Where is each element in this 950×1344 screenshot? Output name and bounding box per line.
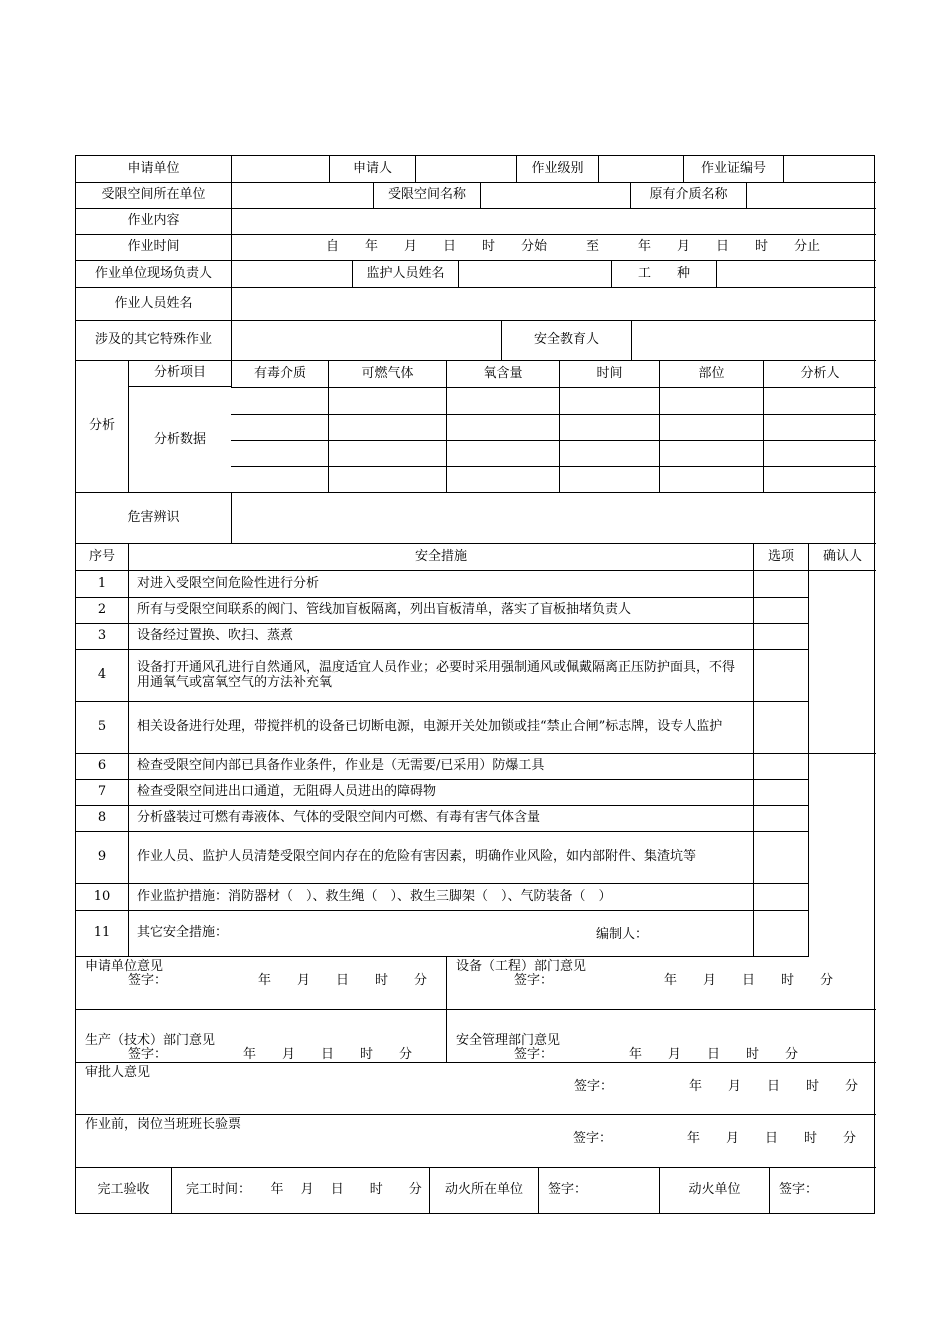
applicant-value[interactable] (415, 156, 516, 182)
work-level-label: 作业级别 (516, 156, 598, 182)
measure-text: 检查受限空间内部已具备作业条件，作业是（无需要/已采用）防爆工具 (128, 754, 753, 779)
sign-label: 签字： (128, 973, 168, 988)
hot-work-unit-label: 动火单位 (659, 1168, 769, 1213)
row-content (76, 209, 876, 235)
option-label: 选项 (753, 544, 808, 570)
measure-text: 相关设备进行处理，带搅拌机的设备已切断电源，电源开关处加锁或挂“禁止合闸”标志牌，设专人监护 (128, 702, 753, 753)
measures-title: 安全措施 (128, 544, 753, 570)
measure-text: 对进入受限空间危险性进行分析 (128, 571, 753, 597)
measure-row (76, 598, 808, 624)
analysis-grid-line (763, 387, 764, 493)
sign-date: 年 月 日 时 分 (687, 1131, 857, 1146)
sign-date: 年 月 日 时 分 (689, 1079, 859, 1094)
measure-option[interactable] (753, 780, 808, 805)
analysis-data-label: 分析数据 (128, 387, 231, 493)
measure-option[interactable] (753, 650, 808, 701)
workers-label: 作业人员姓名 (114, 295, 193, 311)
sign-date: 年 月 日 时 分 (258, 973, 428, 988)
measure-option[interactable] (753, 598, 808, 623)
applicant-opinion-label: 申请单位意见 (85, 959, 164, 974)
production-opinion-cell[interactable] (76, 1010, 446, 1062)
space-unit-value[interactable] (231, 183, 373, 208)
col-combustible-gas: 可燃气体 (328, 361, 446, 387)
medium-name-value[interactable] (746, 183, 876, 208)
sign-label: 签字： (573, 1131, 613, 1146)
measure-no: 11 (93, 925, 111, 941)
row-hazard (76, 493, 876, 544)
measure-text: 作业人员、监护人员清楚受限空间内存在的危险有害因素，明确作业风险，如内部附件、集渣坑等 (128, 832, 753, 883)
equipment-opinion-cell[interactable] (446, 957, 876, 1009)
site-leader-label: 作业单位现场负责人 (94, 265, 212, 281)
analysis-block (76, 361, 876, 493)
hazard-value[interactable] (231, 493, 876, 543)
content-label: 作业内容 (127, 213, 180, 229)
measures-block (76, 571, 876, 957)
completion-row (76, 1168, 876, 1213)
fire-unit-sign[interactable]: 签字： (538, 1168, 659, 1213)
row-applicant (76, 156, 876, 183)
row-workers (76, 288, 876, 321)
measure-no: 7 (97, 784, 107, 800)
measure-no: 9 (97, 849, 107, 865)
measure-text: 设备经过置换、吹扫、蒸煮 (128, 624, 753, 649)
job-type-value[interactable] (716, 261, 876, 287)
measure-row (76, 806, 808, 832)
no-label: 序号 (88, 548, 115, 564)
measure-option[interactable] (753, 624, 808, 649)
measure-no: 10 (93, 888, 111, 904)
col-location: 部位 (659, 361, 763, 387)
measure-text: 检查受限空间进出口通道，无阻碍人员进出的障碍物 (128, 780, 753, 805)
measure-row (76, 624, 808, 650)
safety-educator-value[interactable] (631, 321, 876, 360)
measure-row (76, 650, 808, 702)
other-special-value[interactable] (231, 321, 501, 360)
measure-text: 所有与受限空间联系的阀门、管线加盲板隔离，列出盲板清单，落实了盲板抽堵负责人 (128, 598, 753, 623)
analysis-grid-line (328, 387, 329, 493)
measure-option[interactable] (753, 832, 808, 883)
measure-row (76, 884, 808, 911)
compiler-label: 编制人： (596, 927, 649, 942)
measure-no: 1 (97, 575, 107, 591)
applicant-unit-label: 申请单位 (127, 160, 180, 176)
sign-label: 签字： (128, 1047, 168, 1062)
measure-no: 6 (97, 758, 107, 774)
safety-opinion-label: 安全管理部门意见 (456, 1033, 561, 1048)
measure-no: 3 (97, 628, 107, 644)
sign-date: 年 月 日 时 分 (664, 973, 834, 988)
confirm-cell[interactable] (808, 754, 876, 957)
measure-text: 分析盛装过可燃有毒液体、气体的受限空间内可燃、有毒有害气体含量 (128, 806, 753, 831)
measure-row (76, 911, 808, 957)
col-analyst: 分析人 (763, 361, 876, 387)
measure-row (76, 832, 808, 884)
analysis-grid-line (659, 387, 660, 493)
measure-row (76, 780, 808, 806)
shift-leader-row[interactable] (76, 1115, 876, 1168)
time-value[interactable]: 自 年 月 日 时 分始 至 年 月 日 时 分止 (231, 235, 876, 260)
analysis-item-label: 分析项目 (128, 361, 231, 387)
measure-row (76, 702, 808, 754)
applicant-label: 申请人 (329, 156, 415, 182)
site-leader-value[interactable] (231, 261, 352, 287)
applicant-opinion-cell[interactable] (76, 957, 446, 1009)
row-time (76, 235, 876, 261)
confirm-label: 确认人 (808, 544, 876, 570)
measure-option[interactable] (753, 806, 808, 831)
shift-leader-label: 作业前，岗位当班班长验票 (85, 1117, 242, 1132)
fire-unit-label: 动火所在单位 (429, 1168, 538, 1213)
workers-value[interactable] (231, 288, 876, 320)
time-label: 作业时间 (127, 239, 180, 255)
other-special-label: 涉及的其它特殊作业 (94, 332, 212, 348)
row-space-unit (76, 183, 876, 209)
measure-no: 8 (97, 810, 107, 826)
row-other-special (76, 321, 876, 361)
measure-option[interactable] (753, 911, 808, 956)
measure-option[interactable] (753, 571, 808, 597)
measure-option[interactable] (753, 754, 808, 779)
measure-no: 5 (97, 719, 107, 735)
sign-date: 年 月 日 时 分 (243, 1047, 413, 1062)
supervisor-name-value[interactable] (458, 261, 611, 287)
measure-no: 4 (97, 667, 107, 683)
applicant-unit-value[interactable] (231, 156, 329, 182)
equipment-opinion-label: 设备（工程）部门意见 (456, 959, 587, 974)
opinions-row-b (76, 1010, 876, 1063)
measure-text: 其它安全措施： (128, 911, 753, 956)
measure-option[interactable] (753, 884, 808, 910)
space-name-value[interactable] (480, 183, 630, 208)
supervisor-name-label: 监护人员姓名 (352, 261, 458, 287)
sign-date: 年 月 日 时 分 (629, 1047, 799, 1062)
measure-option[interactable] (753, 702, 808, 753)
sign-label: 签字： (514, 973, 554, 988)
measures-header (76, 544, 876, 571)
opinions-row-a (76, 957, 876, 1010)
row-leader (76, 261, 876, 288)
analysis-label: 分析 (88, 418, 115, 434)
permit-no-value[interactable] (783, 156, 876, 182)
analysis-grid-line (446, 387, 447, 493)
space-unit-label: 受限空间所在单位 (101, 187, 206, 203)
approver-row[interactable] (76, 1063, 876, 1115)
hazard-label: 危害辨识 (127, 509, 180, 525)
analysis-grid-line (559, 387, 560, 493)
col-oxygen: 氧含量 (446, 361, 559, 387)
safety-opinion-cell[interactable] (446, 1010, 876, 1062)
measure-text: 设备打开通风孔进行自然通风，温度适宜人员作业；必要时采用强制通风或佩戴隔离正压防护面具，不得用通氧气或富氧空气的方法补充氧 (128, 650, 753, 701)
content-value[interactable] (231, 209, 876, 234)
job-type-label: 工 种 (611, 261, 716, 287)
safety-educator-label: 安全教育人 (501, 321, 631, 360)
production-opinion-label: 生产（技术）部门意见 (85, 1033, 216, 1048)
work-level-value[interactable] (598, 156, 683, 182)
col-time: 时间 (559, 361, 659, 387)
hot-work-unit-sign[interactable]: 签字： (769, 1168, 876, 1213)
sign-label: 签字： (514, 1047, 554, 1062)
sign-label: 签字： (574, 1079, 614, 1094)
col-toxic-medium: 有毒介质 (231, 361, 328, 387)
permit-no-label: 作业证编号 (683, 156, 783, 182)
approver-opinion-label: 审批人意见 (85, 1065, 151, 1080)
measure-no: 2 (97, 602, 107, 618)
measure-row (76, 754, 808, 780)
measure-row (76, 571, 808, 598)
completion-label: 完工验收 (97, 1182, 150, 1198)
confirm-cell[interactable] (808, 571, 876, 754)
confined-space-permit-form (75, 155, 875, 1214)
measure-text: 作业监护措施：消防器材（ ）、救生绳（ ）、救生三脚架（ ）、气防装备（ ） (128, 884, 753, 910)
space-name-label: 受限空间名称 (373, 183, 480, 208)
completion-time[interactable]: 完工时间： 年 月 日 时 分 (171, 1168, 429, 1213)
medium-name-label: 原有介质名称 (630, 183, 746, 208)
